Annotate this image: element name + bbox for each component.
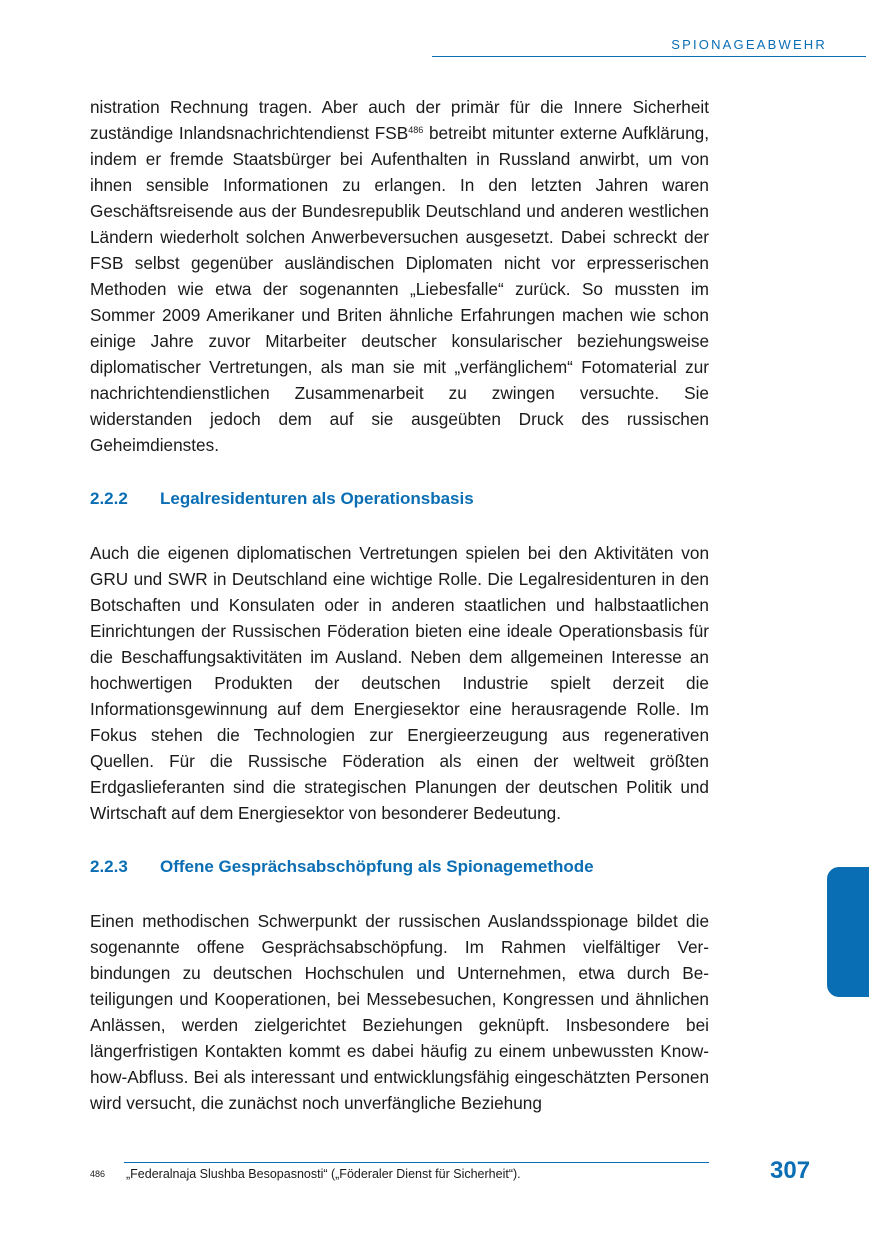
section-title: Legalresidenturen als Operationsbasis — [160, 489, 474, 508]
section-number: 2.2.2 — [90, 489, 128, 508]
paragraph-1-text-a: nistration Rechnung tragen. Aber auch der primär für die Innere Sicherheit zuständige Inlandsnachrichtendienst FSB — [90, 97, 709, 143]
chapter-thumb-tab — [827, 867, 869, 997]
page-number: 307 — [770, 1157, 811, 1184]
section-title: Offene Gesprächsabschöpfung als Spionagemethode — [160, 857, 594, 876]
running-header: SPIONAGEABWEHR — [671, 37, 827, 52]
footnote-number: 486 — [90, 1169, 106, 1179]
paragraph-1 — [90, 94, 709, 458]
paragraph-1-text-b: betreibt mitunter externe Aufklärung, indem er fremde Staatsbürger bei Aufenthalten in Russland anwirbt, um von ihnen sensible Informationen zu erlangen. In den letzten Jahren waren Geschäftsreisende aus der Bundesrepublik Deutschland und anderen westlichen Ländern wiederholt solchen Anwerbeversuchen ausgesetzt. Dabei schreckt der FSB selbst gegenüber ausländischen Diplomaten nicht vor erpresserischen Methoden wie etwa der sogenannten „Liebesfalle“ zurück. So mussten im Sommer 2009 Amerikaner und Briten ähnliche Erfahrungen machen wie schon einige Jahre zuvor Mitarbeiter deutscher konsularischer beziehungsweise diplomatischer Vertretungen, als man sie mit „verfänglichem“ Fotomaterial zur nachrichtendienstlichen Zusammenarbeit zu zwingen versuchte. Sie widerstanden jedoch dem auf sie ausgeübten Druck des russischen Geheimdienstes. — [90, 123, 709, 455]
paragraph-3: Einen methodischen Schwerpunkt der russischen Auslandsspionage bildet die sogenannte offene Gesprächsabschöpfung. Im Rahmen vielfältiger Verbindungen zu deutschen Hochschulen und Unternehmen, etwa durch Beteiligungen und Kooperationen, bei Messebesuchen, Kongressen und ähnlichen Anlässen, werden zielgerichtet Beziehungen geknüpft. Insbesondere bei längerfristigen Kontakten kommt es dabei häufig zu einem unbewussten Know-how-Abfluss. Bei als interessant und entwicklungsfähig eingeschätzten Personen wird versucht, die zunächst noch unverfängliche Beziehung — [90, 911, 709, 1113]
body-text — [90, 94, 709, 1116]
footnote-text: „Federalnaja Slushba Besopasnosti“ („Föderaler Dienst für Sicherheit“). — [126, 1167, 521, 1181]
section-number: 2.2.3 — [90, 857, 128, 876]
footnote-rule — [124, 1162, 709, 1163]
header-rule — [432, 56, 866, 57]
paragraph-2: Auch die eigenen diplomatischen Vertretungen spielen bei den Aktivitäten von GRU und SWR in Deutschland eine wichtige Rolle. Die Legalresidenturen in den Botschaften und Konsulaten oder in anderen staatlichen und halbstaatlichen Einrichtungen der Russischen Föderation bieten eine ideale Operationsbasis für die Beschaffungsaktivitäten im Ausland. Neben dem allgemeinen Interesse an hochwertigen Produkten der deutschen Industrie spielt derzeit die Informationsgewinnung auf dem Energiesektor eine herausragende Rolle. Im Fokus stehen die Technologien zur Energieerzeugung aus regenerativen Quellen. Für die Russische Föderation als einen der weltweit größten Erdgaslieferanten sind die strategischen Planungen der deutschen Politik und Wirtschaft auf dem Energiesektor von besonderer Bedeutung. — [90, 543, 709, 823]
section-heading-2-2-3 — [90, 854, 709, 880]
footnote-reference[interactable]: 486 — [408, 125, 424, 135]
footnote — [90, 1166, 710, 1182]
section-heading-2-2-2 — [90, 486, 709, 512]
